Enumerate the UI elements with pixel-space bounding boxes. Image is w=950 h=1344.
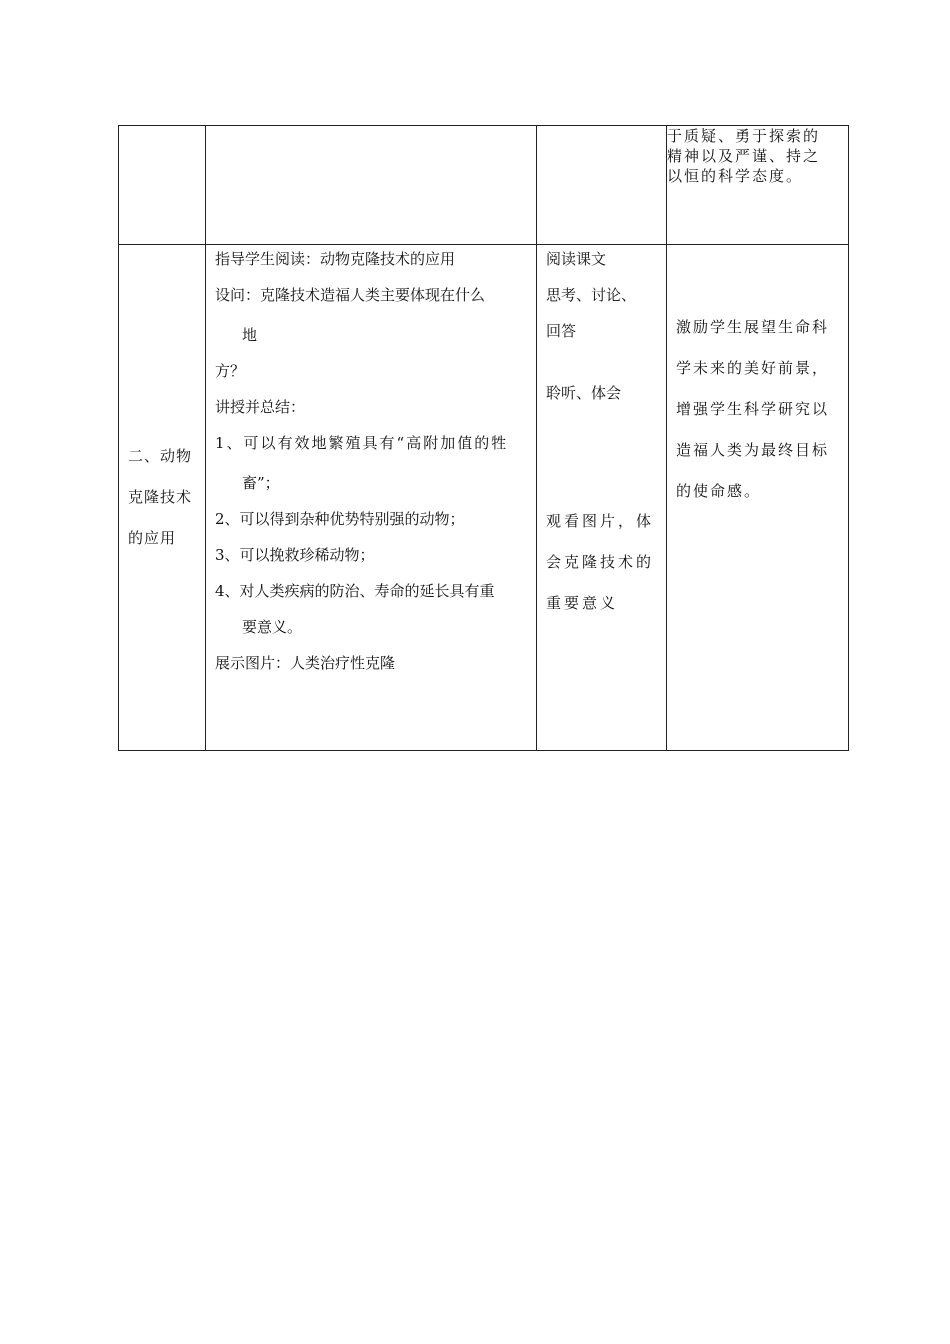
text-line: 4、对人类疾病的防治、寿命的延长具有重 bbox=[215, 582, 495, 600]
text-line: 思考、讨论、 bbox=[546, 286, 637, 304]
text-line: 讲授并总结： bbox=[215, 398, 306, 416]
text-line: 回答 bbox=[546, 322, 577, 340]
table-row bbox=[119, 126, 849, 245]
text-line: 于质疑、勇于探索的 bbox=[667, 127, 821, 145]
text-line: 方？ bbox=[215, 362, 246, 380]
stage-title-line: 的应用 bbox=[128, 529, 177, 547]
text-line: 地 bbox=[242, 326, 258, 344]
text-line: 设问：克隆技术造福人类主要体现在什么 bbox=[215, 286, 486, 304]
text-line: 聆听、体会 bbox=[546, 384, 622, 402]
text-line: 指导学生阅读：动物克隆技术的应用 bbox=[215, 250, 456, 268]
text-line: 展示图片：人类治疗性克隆 bbox=[215, 654, 396, 672]
table-cell-stage bbox=[119, 245, 206, 751]
text-line: 3、可以挽救珍稀动物； bbox=[215, 546, 375, 564]
stage-title-line: 克隆技术 bbox=[128, 488, 193, 506]
text-line: 重要意义 bbox=[546, 594, 619, 612]
table-cell-student-activity bbox=[537, 126, 667, 245]
text-line: 激励学生展望生命科 bbox=[676, 318, 830, 336]
text-line: 1、可以有效地繁殖具有“高附加值的牲 bbox=[215, 434, 509, 452]
table-cell-design-intent bbox=[667, 245, 849, 751]
lesson-plan-table bbox=[118, 125, 849, 751]
text-line: 畜”； bbox=[242, 474, 280, 492]
text-line: 要意义。 bbox=[242, 618, 303, 636]
text-line: 2、可以得到杂种优势特别强的动物； bbox=[215, 510, 465, 528]
spacer bbox=[546, 357, 660, 383]
text-line: 会克隆技术的 bbox=[546, 553, 655, 571]
text-line: 学未来的美好前景， bbox=[676, 359, 830, 377]
table-cell-teacher-activity bbox=[206, 126, 537, 245]
text-line: 增强学生科学研究以 bbox=[676, 400, 830, 418]
text-line: 以恒的科学态度。 bbox=[667, 167, 804, 185]
stage-title-line: 二、动物 bbox=[128, 447, 193, 465]
table-cell-design-intent bbox=[667, 126, 849, 245]
table-cell-student-activity bbox=[537, 245, 667, 751]
text-line: 的使命感。 bbox=[676, 482, 762, 500]
table-cell-stage bbox=[119, 126, 206, 245]
table-cell-teacher-activity bbox=[206, 245, 537, 751]
spacer bbox=[546, 419, 660, 511]
text-line: 造福人类为最终目标 bbox=[676, 441, 830, 459]
text-line: 阅读课文 bbox=[546, 250, 607, 268]
table-row bbox=[119, 245, 849, 751]
text-line: 精神以及严谨、持之 bbox=[667, 147, 821, 165]
text-line: 观看图片，体 bbox=[546, 512, 655, 530]
